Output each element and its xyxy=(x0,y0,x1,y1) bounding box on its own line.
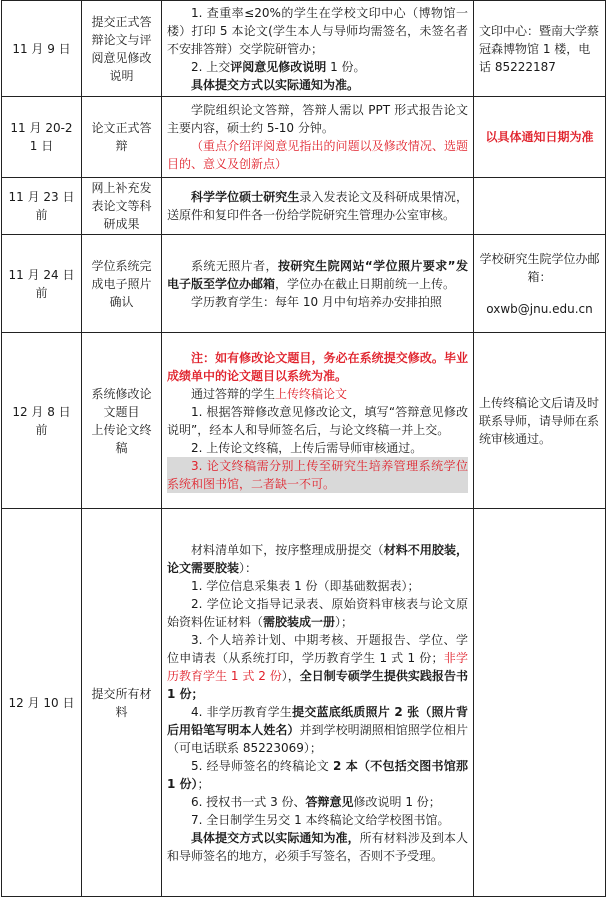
notice-line: 具体提交方式以实际通知为准。 xyxy=(191,77,360,92)
note-cell xyxy=(474,509,606,897)
description-line xyxy=(167,541,468,577)
description-line: 学历教育学生：每年 10 月中旬培养办安排拍照 xyxy=(191,294,442,309)
text-span: 5. 经导师签名的终稿论文 xyxy=(191,758,334,773)
table-row xyxy=(2,235,606,333)
item-cell: 学位系统完成电子照片确认 xyxy=(82,235,162,333)
description-line: 7. 全日制学生另交 1 本终稿论文给学校图书馆。 xyxy=(191,812,450,827)
text-span: 并到学校明湖照相馆照学位相片（可电话联系 85223069）； xyxy=(167,722,468,755)
bold-text: 需胶装成一册 xyxy=(263,614,336,629)
note-cell xyxy=(474,178,606,235)
bold-text: 具体提交方式以实际通知为准， xyxy=(191,830,360,845)
note-text: 文印中心：暨南大学蔡冠森博物馆 1 楼，电话 85222187 xyxy=(479,23,600,74)
table-row xyxy=(2,509,606,897)
text-span: 材料清单如下，按序整理成册提交（ xyxy=(191,542,384,557)
description-cell xyxy=(162,333,474,509)
description-line: 1. 查重率≤20%的学生在学校文印中心（博物馆一楼）打印 5 本论文(学生本人与导师均需签名，未签名者不安排答辩）交学院研管办； xyxy=(167,5,468,56)
description-line xyxy=(167,595,468,631)
description-line: 1. 根据答辩修改意见修改论文，填写“答辩意见修改说明”，经本人和导师签名后，与论文终稿一并上交。 xyxy=(167,404,468,437)
note-cell xyxy=(474,1,606,97)
description-line xyxy=(167,793,468,811)
table-row xyxy=(2,97,606,178)
description-cell xyxy=(162,509,474,897)
text-span: 1 份。 xyxy=(326,59,366,74)
text-span: ）： xyxy=(239,560,258,575)
description-line xyxy=(167,703,468,757)
email-text: oxwb@jnu.edu.cn xyxy=(486,301,593,316)
text-span: 系统无照片者， xyxy=(191,258,278,273)
date-cell: 12 月 10 日 xyxy=(2,509,82,897)
description-line-red: （重点介绍评阅意见指出的问题以及修改情况、选题目的、意义及创新点） xyxy=(167,139,468,171)
bold-text: 评阅意见修改说明 xyxy=(230,59,327,74)
text-span: 4. 非学历教育学生 xyxy=(191,704,293,719)
table-row xyxy=(2,178,606,235)
description-line xyxy=(167,757,468,793)
schedule-table xyxy=(1,0,606,897)
description-cell xyxy=(162,1,474,97)
red-text: 非学历教育学生 1 式 2 份 xyxy=(167,650,468,683)
table-row xyxy=(2,333,606,509)
date-cell: 12 月 8 日前 xyxy=(2,333,82,509)
text-span: ，学位办在截止日期前统一上传。 xyxy=(275,276,456,291)
note-cell xyxy=(474,333,606,509)
text-span: ）； xyxy=(335,614,354,629)
date-cell: 11 月 20-21 日 xyxy=(2,97,82,178)
note-text: 学校研究生院学位办邮箱： xyxy=(479,251,600,284)
text-span: 录入发表论文及科研成果情况，送原件和复印件各一份给学院研究生管理办公室审核。 xyxy=(167,190,468,222)
text-span: 修改说明 1 份； xyxy=(353,794,441,809)
description-cell xyxy=(162,235,474,333)
description-line xyxy=(167,385,468,403)
text-span: 3. 个人培养计划、中期考核、开题报告、学位、学位申请表（从系统打印，学历教育学生 1 式 1 份； xyxy=(167,632,468,665)
description-cell xyxy=(162,97,474,178)
description-cell xyxy=(162,178,474,235)
note-text: 以具体通知日期为准 xyxy=(485,130,594,144)
text-span: 2. 学位论文指导记录表、原始资料审核表与论文原始资料佐证材料（ xyxy=(167,596,468,629)
description-line: 2. 上传论文终稿，上传后需导师审核通过。 xyxy=(191,440,423,455)
note-text: 上传终稿论文后请及时联系导师，请导师在系统审核通过。 xyxy=(479,395,600,446)
description-line xyxy=(167,631,468,703)
description-line: 1. 学位信息采集表 1 份（即基础数据表）； xyxy=(191,578,420,593)
bold-text: 全日制专硕学生提供实践报告书 1 份； xyxy=(167,668,468,701)
bold-text: 按研究生院网站“学位照片要求”发电子版至学位办邮箱 xyxy=(167,258,468,291)
item-cell: 提交所有材料 xyxy=(82,509,162,897)
text-span: 2. 上交 xyxy=(191,59,231,74)
text-span: 通过答辩的学生 xyxy=(191,386,276,401)
text-span: 所有材料涉及到本人和导师签名的地方，必须手写签名，否则不予受理。 xyxy=(167,830,468,863)
date-cell: 11 月 23 日前 xyxy=(2,178,82,235)
date-cell: 11 月 9 日 xyxy=(2,1,82,97)
item-cell: 系统修改论文题目 上传论文终稿 xyxy=(82,333,162,509)
description-line: 学院组织论文答辩，答辩人需以 PPT 形式报告论文主要内容，硕士约 5-10 分钟。 xyxy=(167,103,468,135)
red-text: 上传终稿论文 xyxy=(275,386,348,401)
description-line xyxy=(167,257,468,293)
item-cell: 提交正式答辩论文与评阅意见修改说明 xyxy=(82,1,162,97)
table-row xyxy=(2,1,606,97)
item-cell: 论文正式答辩 xyxy=(82,97,162,178)
bold-text: 提交蓝底纸质照片 2 张（照片背后用铅笔写明本人姓名） xyxy=(167,704,468,737)
text-span: ； xyxy=(197,776,210,791)
bold-text: 科学学位硕士研究生 xyxy=(191,190,300,204)
description-line xyxy=(167,188,468,224)
description-line xyxy=(167,58,468,76)
note-cell xyxy=(474,235,606,333)
date-cell: 11 月 24 日前 xyxy=(2,235,82,333)
text-span: ）， xyxy=(281,668,300,683)
bold-text: 2 本（不包括交图书馆那 1 份） xyxy=(167,758,468,791)
description-line xyxy=(167,829,468,865)
item-cell: 网上补充发表论文等科研成果 xyxy=(82,178,162,235)
bold-text: 答辩意见 xyxy=(305,794,354,809)
text-span: 6. 授权书一式 3 份、 xyxy=(191,794,306,809)
warning-line: 注：如有修改论文题目，务必在系统提交修改。毕业成绩单中的论文题目以系统为准。 xyxy=(167,350,468,383)
description-line-red: 3. 论文终稿需分别上传至研究生培养管理系统学位系统和图书馆，二者缺一不可。 xyxy=(167,458,468,491)
note-cell xyxy=(474,97,606,178)
bold-text: 材料不用胶装，论文需要胶装 xyxy=(167,542,468,575)
